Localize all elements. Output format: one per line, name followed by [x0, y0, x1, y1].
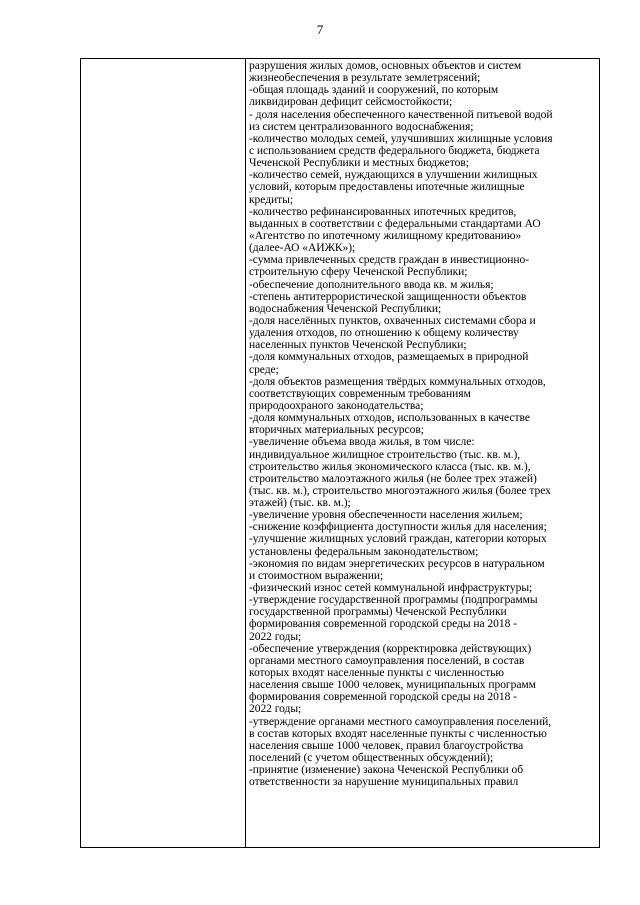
text-line: -увеличение объема ввода жилья, в том числе: — [249, 436, 475, 449]
text-line: «Агентство по ипотечному жилищному кредитованию» — [249, 229, 522, 242]
text-line: -принятие (изменение) закона Чеченской Республики об — [249, 764, 524, 777]
text-line: -утверждение органами местного самоуправления поселений, — [249, 715, 552, 728]
text-line: -физический износ сетей коммунальной инфраструктуры; — [249, 582, 533, 595]
text-line: -снижение коэффициента доступности жилья для населения; — [249, 521, 547, 534]
text-line: Чеченской Республики и местных бюджетов; — [249, 157, 469, 170]
text-line: соответствующих современным требованиям — [249, 387, 471, 400]
text-line: (тыс. кв. м.), строительство многоэтажного жилья (более трех — [249, 484, 551, 497]
text-line: -количество рефинансированных ипотечных кредитов, — [249, 205, 517, 218]
column-divider — [245, 59, 246, 847]
text-line: условий, которым предоставлены ипотечные жилищные — [249, 181, 525, 194]
text-line: установлены федеральным законодательством; — [249, 545, 479, 558]
text-line: разрушения жилых домов, основных объектов и систем — [249, 60, 522, 72]
text-line: с использованием средств федерального бюджета, бюджета — [249, 144, 540, 157]
text-line: формирования современной городской среды на 2018 - — [249, 618, 517, 631]
text-line: населенных пунктов Чеченской Республики; — [249, 339, 467, 352]
text-line: формирования современной городской среды на 2018 - — [249, 691, 517, 704]
text-line: строительную сферу Чеченской Республики; — [249, 266, 468, 279]
text-line: -экономия по видам энергетических ресурсов в натуральном — [249, 557, 545, 570]
text-line: -сумма привлеченных средств граждан в инвестиционно- — [249, 254, 530, 267]
text-line: поселений (с учетом общественных обсуждений); — [249, 752, 494, 765]
text-line: ликвидирован дефицит сейсмостойкости; — [249, 96, 453, 109]
text-line: кредиты; — [249, 193, 294, 206]
text-line: населения свыше 1000 человек, муниципальных программ — [249, 679, 536, 692]
text-line: этажей) (тыс. кв. м.); — [249, 497, 351, 510]
document-table — [80, 58, 600, 848]
table-right-cell — [249, 60, 597, 788]
text-line: -степень антитеррористической защищенности объектов — [249, 290, 527, 303]
text-line: -доля населённых пунктов, охваченных системами сбора и — [249, 314, 536, 327]
text-line: органами местного самоуправления поселений, в состав — [249, 654, 525, 667]
text-line: строительство жилья экономического класса (тыс. кв. м.), — [249, 460, 531, 473]
text-line: -обеспечение дополнительного ввода кв. м жилья; — [249, 278, 494, 291]
text-line: жизнеобеспечения в результате землетрясений; — [249, 72, 481, 85]
text-line: 2022 годы; — [249, 630, 302, 643]
text-line: -доля коммунальных отходов, размещаемых в природной — [249, 351, 529, 364]
text-line: -улучшение жилищных условий граждан, категории которых — [249, 533, 547, 546]
text-line: которых входят населенные пункты с численностью — [249, 667, 504, 680]
text-line: -общая площадь зданий и сооружений, по которым — [249, 84, 499, 97]
text-line: удаления отходов, по отношению к общему количеству — [249, 327, 519, 340]
text-line: индивидуальное жилищное строительство (тыс. кв. м.), — [249, 448, 521, 461]
text-line: среде; — [249, 363, 279, 376]
text-line: 2022 годы; — [249, 703, 302, 716]
text-line: и стоимостном выражении; — [249, 569, 384, 582]
text-line: -количество молодых семей, улучшивших жилищные условия — [249, 132, 553, 145]
text-line: населения свыше 1000 человек, правил благоустройства — [249, 739, 524, 752]
text-line: из систем централизованного водоснабжения; — [249, 120, 474, 133]
text-line: строительство малоэтажного жилья (не более трех этажей) — [249, 472, 537, 485]
text-line: (далее-АО «АИЖК»); — [249, 242, 356, 255]
text-line: природоохраного законодательства; — [249, 399, 424, 412]
table-left-cell — [81, 59, 245, 847]
page-number: 7 — [316, 22, 324, 37]
text-line: -доля объектов размещения твёрдых коммунальных отходов, — [249, 375, 546, 388]
text-line: -количество семей, нуждающихся в улучшении жилищных — [249, 169, 538, 182]
text-line: - доля населения обеспеченного качественной питьевой водой — [249, 108, 553, 121]
text-line: выданных в соответствии с федеральными стандартами АО — [249, 217, 541, 230]
text-line: -обеспечение утверждения (корректировка действующих) — [249, 642, 532, 655]
text-line: ответственности за нарушение муниципальных правил — [249, 776, 519, 789]
text-line: -доля коммунальных отходов, использованных в качестве — [249, 412, 530, 425]
text-line: в состав которых входят населенные пункты с численностью — [249, 727, 547, 740]
text-line: вторичных материальных ресурсов; — [249, 424, 424, 437]
text-line: -утверждение государственной программы (подпрограммы — [249, 594, 538, 607]
text-line: водоснабжения Чеченской Республики; — [249, 302, 442, 315]
text-line: государственной программы) Чеченской Республики — [249, 606, 507, 619]
text-line: -увеличение уровня обеспеченности населения жильем; — [249, 509, 523, 522]
